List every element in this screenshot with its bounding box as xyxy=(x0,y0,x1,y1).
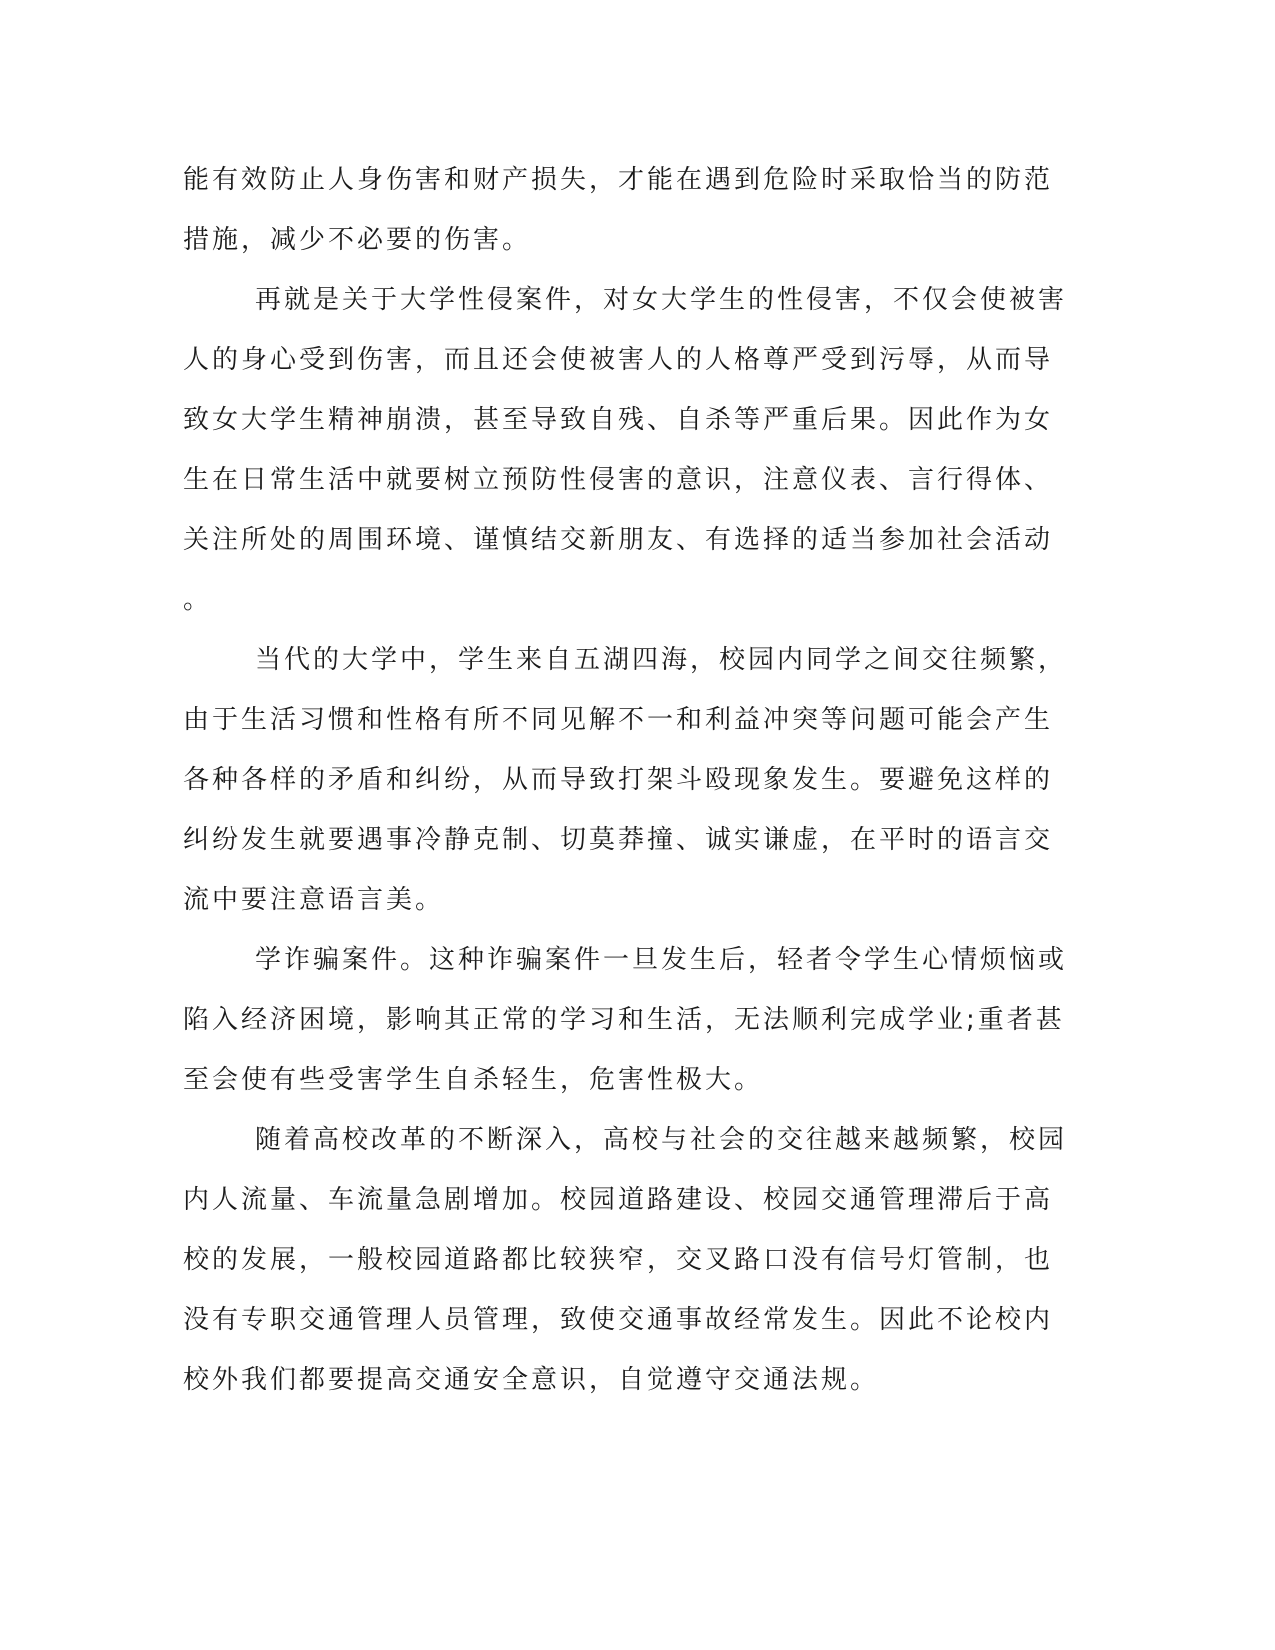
text-line: 能有效防止人身伤害和财产损失，才能在遇到危险时采取恰当的防范 xyxy=(183,165,1054,195)
body-text xyxy=(183,158,1068,1418)
text-line: 再就是关于大学性侵案件，对女大学生的性侵害，不仅会使被害 xyxy=(255,285,1068,315)
text-line: 随着高校改革的不断深入，高校与社会的交往越来越频繁，校园 xyxy=(255,1125,1068,1155)
text-line: 措施，减少不必要的伤害。 xyxy=(183,225,532,255)
text-line: 纠纷发生就要遇事冷静克制、切莫莽撞、诚实谦虚，在平时的语言交 xyxy=(183,825,1054,855)
text-line: 。 xyxy=(183,585,213,615)
text-line: 由于生活习惯和性格有所不同见解不一和利益冲突等问题可能会产生 xyxy=(183,705,1054,735)
text-line: 致女大学生精神崩溃，甚至导致自残、自杀等严重后果。因此作为女 xyxy=(183,405,1054,435)
text-line: 人的身心受到伤害，而且还会使被害人的人格尊严受到污辱，从而导 xyxy=(183,345,1054,375)
text-line: 关注所处的周围环境、谨慎结交新朋友、有选择的适当参加社会活动 xyxy=(183,525,1054,555)
text-line: 校外我们都要提高交通安全意识，自觉遵守交通法规。 xyxy=(183,1365,880,1395)
text-line: 各种各样的矛盾和纠纷，从而导致打架斗殴现象发生。要避免这样的 xyxy=(183,765,1054,795)
paragraph-4 xyxy=(183,938,1068,1118)
paragraph-2 xyxy=(183,278,1068,638)
text-line: 校的发展，一般校园道路都比较狭窄，交叉路口没有信号灯管制，也 xyxy=(183,1245,1054,1275)
paragraph-3 xyxy=(183,638,1068,938)
text-line: 流中要注意语言美。 xyxy=(183,885,445,915)
text-line: 至会使有些受害学生自杀轻生，危害性极大。 xyxy=(183,1065,764,1095)
text-line: 陷入经济困境，影响其正常的学习和生活，无法顺利完成学业;重者甚 xyxy=(183,1005,1065,1035)
text-line: 当代的大学中，学生来自五湖四海，校园内同学之间交往频繁， xyxy=(255,645,1068,675)
paragraph-1 xyxy=(183,158,1054,278)
paragraph-5 xyxy=(183,1118,1068,1418)
text-line: 学诈骗案件。这种诈骗案件一旦发生后，轻者令学生心情烦恼或 xyxy=(255,945,1068,975)
text-line: 内人流量、车流量急剧增加。校园道路建设、校园交通管理滞后于高 xyxy=(183,1185,1054,1215)
text-line: 没有专职交通管理人员管理，致使交通事故经常发生。因此不论校内 xyxy=(183,1305,1054,1335)
text-line: 生在日常生活中就要树立预防性侵害的意识，注意仪表、言行得体、 xyxy=(183,465,1054,495)
